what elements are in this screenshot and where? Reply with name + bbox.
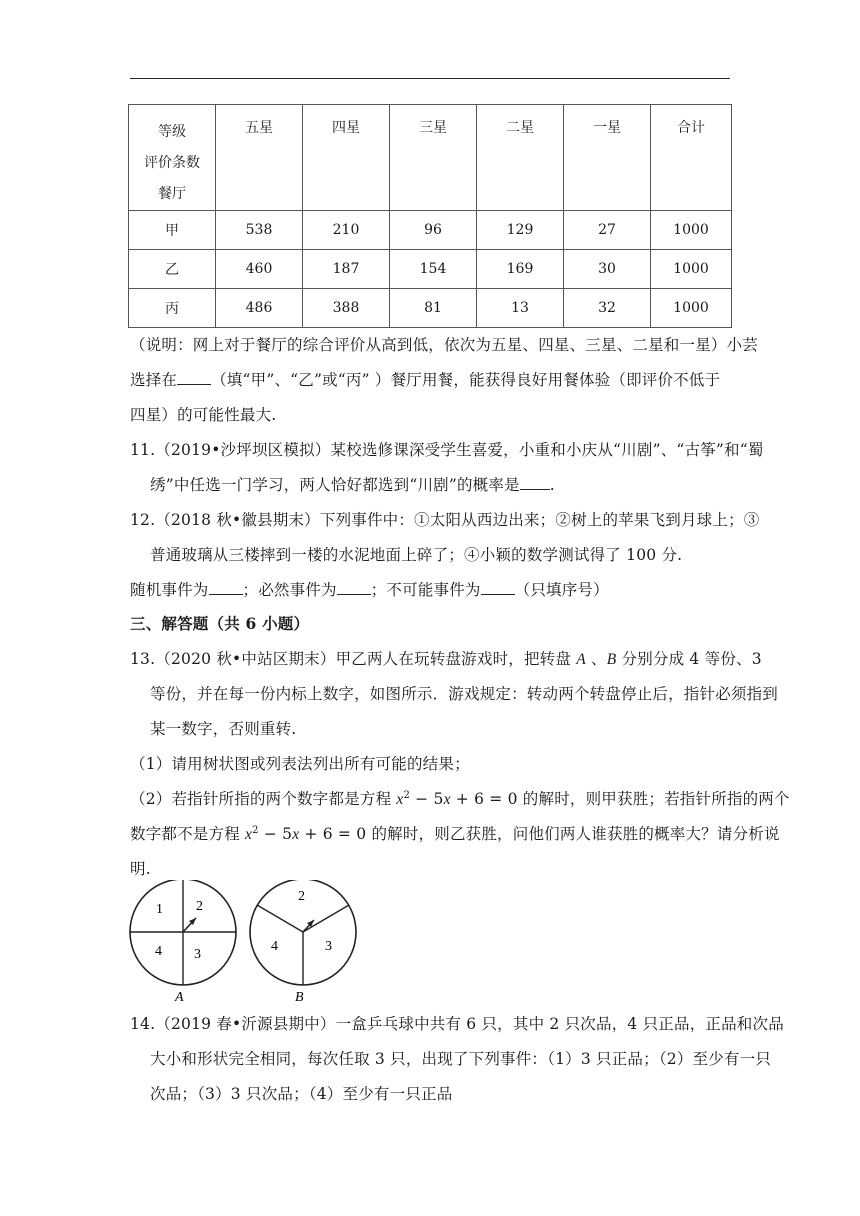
q13-line1: 13.（2020 秋•中站区期末）甲乙两人在玩转盘游戏时，把转盘 A 、B 分别分成 4 等份、3 (130, 650, 762, 668)
table-cell: 13 (477, 289, 564, 328)
table-cell: 187 (303, 250, 390, 289)
table-cell: 210 (303, 211, 390, 250)
spinner-a-number: 2 (196, 899, 203, 914)
answer-blank[interactable] (177, 370, 211, 385)
corner-header-cell (129, 105, 216, 211)
q11-line1: 11.（2019•沙坪坝区模拟）某校选修课深受学生喜爱，小重和小庆从“川剧”、“古筝”和“蜀 (130, 441, 764, 459)
q13-part2-line2: 数字都不是方程 $x^2 - 5x + 6 = 0$ 的解时，则乙获胜，问他们两人谁获胜的概率大？请分析说 (130, 824, 780, 843)
row-label: 甲 (129, 211, 216, 250)
column-header: 合计 (651, 105, 732, 211)
table-cell: 96 (390, 211, 477, 250)
table-cell: 1000 (651, 211, 732, 250)
column-header: 三星 (390, 105, 477, 211)
q12-line2: 普通玻璃从三楼摔到一楼的水泥地面上碎了；④小颖的数学测试得了 100 分. (150, 546, 683, 564)
q10-line1: （说明：网上对于餐厅的综合评价从高到低，依次为五星、四星、三星、二星和一星）小芸 (130, 336, 759, 354)
row-label: 乙 (129, 250, 216, 289)
q12-line1: 12.（2018 秋•徽县期末）下列事件中：①太阳从西边出来；②树上的苹果飞到月球上；③ (130, 511, 760, 529)
q13-line3: 某一数字，否则重转. (150, 720, 297, 738)
q12-line3: 随机事件为 ；必然事件为 ；不可能事件为 （只填序号） (130, 581, 609, 599)
spinner-b-number: 3 (325, 939, 332, 954)
section-heading: 三、解答题（共 6 小题） (130, 614, 310, 633)
header-line-count: 评价条数 (144, 155, 200, 171)
table-cell: 129 (477, 211, 564, 250)
q13-part2-line3: 明. (130, 860, 151, 878)
row-label: 丙 (129, 289, 216, 328)
header-line-level: 等级 (158, 124, 186, 140)
spinner-b-number: 4 (271, 939, 278, 954)
table-cell: 32 (564, 289, 651, 328)
q14-line3: 次品；（3）3 只次品；（4）至少有一只正品 (150, 1085, 453, 1103)
q10-line2: 选择在 （填“甲”、“乙”或“丙” ）餐厅用餐，能获得良好用餐体验（即评价不低于 (130, 371, 721, 389)
q13-part1: （1）请用树状图或列表法列出所有可能的结果； (130, 755, 470, 773)
table-row (129, 250, 732, 289)
spinner-b (250, 880, 356, 1005)
header-rule (130, 78, 730, 79)
table-header-row (129, 105, 732, 211)
spinner-a-number: 4 (155, 944, 162, 959)
table-cell: 460 (216, 250, 303, 289)
table-row (129, 289, 732, 328)
ratings-table (128, 104, 732, 328)
table-row (129, 211, 732, 250)
column-header: 二星 (477, 105, 564, 211)
answer-blank[interactable] (520, 475, 550, 490)
table-cell: 1000 (651, 289, 732, 328)
table-cell: 30 (564, 250, 651, 289)
spinner-a-number: 1 (156, 902, 163, 917)
spinner-a (130, 880, 236, 1005)
table-cell: 538 (216, 211, 303, 250)
table-cell: 81 (390, 289, 477, 328)
spinner-b-number: 2 (298, 889, 305, 904)
table-cell: 1000 (651, 250, 732, 289)
table-cell: 388 (303, 289, 390, 328)
answer-blank[interactable] (481, 580, 515, 595)
q14-line1: 14.（2019 春•沂源县期中）一盒乒乓球中共有 6 只，其中 2 只次品，4 只正品，正品和次品 (130, 1015, 784, 1033)
table-cell: 154 (390, 250, 477, 289)
spinner-b-label: B (295, 990, 304, 1005)
column-header: 五星 (216, 105, 303, 211)
column-header: 四星 (303, 105, 390, 211)
table-cell: 27 (564, 211, 651, 250)
spinner-a-label: A (175, 990, 184, 1005)
answer-blank[interactable] (337, 580, 371, 595)
q14-line2: 大小和形状完全相同，每次任取 3 只，出现了下列事件：（1）3 只正品；（2）至少有一只 (150, 1050, 772, 1068)
answer-blank[interactable] (209, 580, 243, 595)
q11-line2: 绣”中任选一门学习，两人恰好都选到“川剧”的概率是 . (150, 476, 555, 494)
q13-line2: 等份，并在每一份内标上数字，如图所示．游戏规定：转动两个转盘停止后，指针必须指到 (150, 685, 779, 703)
column-header: 一星 (564, 105, 651, 211)
q13-part2-line1: （2）若指针所指的两个数字都是方程 $x^2 - 5x + 6 = 0$ 的解时，则甲获胜；若指针所指的两个 (130, 789, 790, 808)
table-cell: 486 (216, 289, 303, 328)
spinner-figure (120, 880, 360, 1005)
table-cell: 169 (477, 250, 564, 289)
header-line-restaurant: 餐厅 (158, 186, 186, 202)
q10-line3: 四星）的可能性最大. (130, 406, 277, 424)
spinner-a-number: 3 (194, 947, 201, 962)
